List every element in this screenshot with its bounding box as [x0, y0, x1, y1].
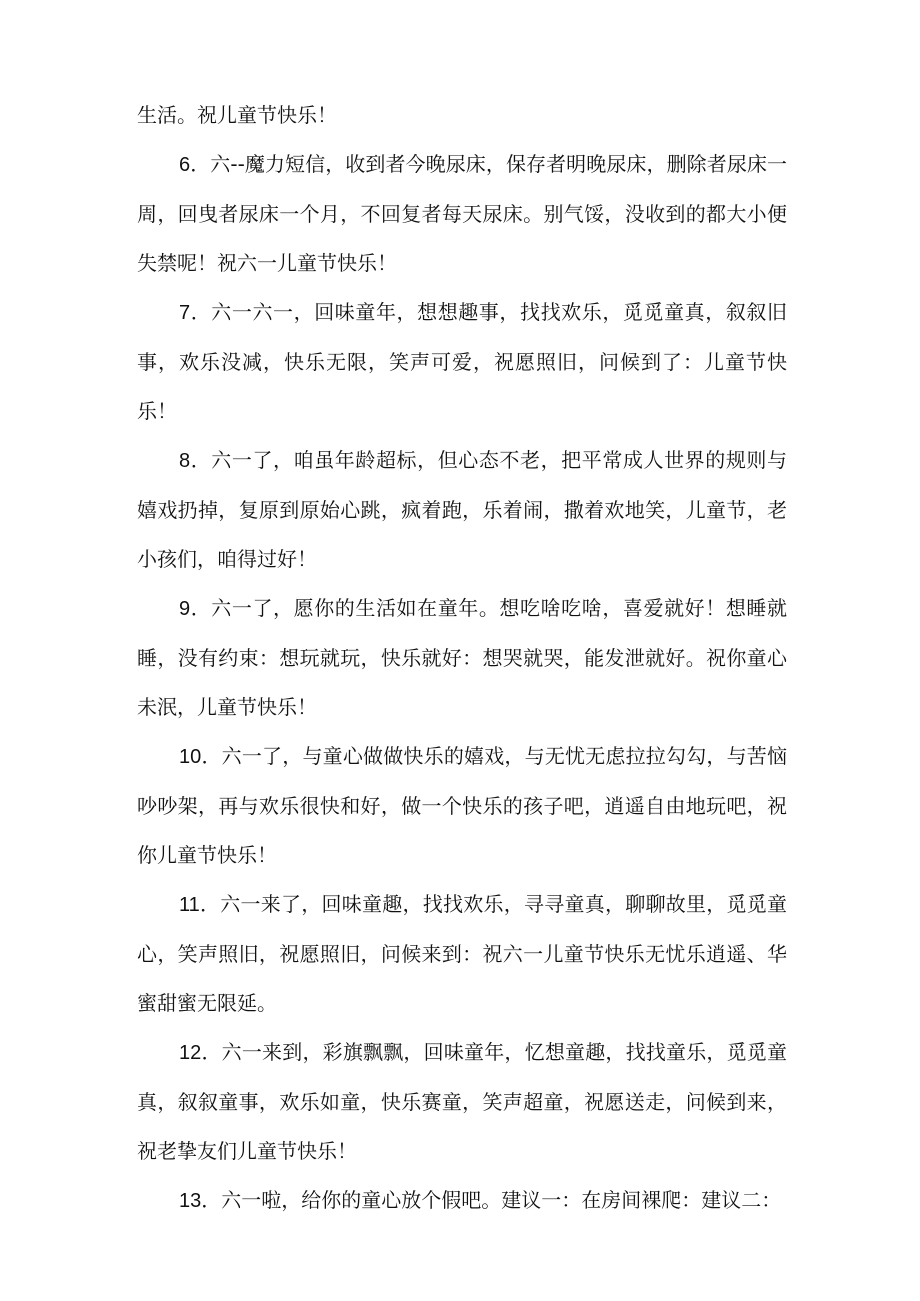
item-number: 10 [179, 746, 202, 768]
item-number: 12 [179, 1042, 202, 1064]
item-number: 6 [179, 154, 191, 176]
list-item [137, 880, 787, 1028]
item-text: ．六一了，咱虽年龄超标，但心态不老，把平常成人世界的规则与嬉戏扔掉，复原到原始心跳，疯着跑，乐着闹，撒着欢地笑，儿童节，老小孩们，咱得过好！ [137, 448, 787, 571]
item-text: ．六--魔力短信，收到者今晚尿床，保存者明晚尿床，删除者尿床一周，回曳者尿床一个月，不回复者每天尿床。别气馁，没收到的都大小便失禁呢！祝六一儿童节快乐！ [137, 152, 787, 275]
document-body [137, 91, 787, 1226]
item-text: ．六一了，愿你的生活如在童年。想吃啥吃啥，喜爱就好！想睡就睡，没有约束：想玩就玩，快乐就好：想哭就哭，能发泄就好。祝你童心未泯，儿童节快乐！ [137, 596, 787, 719]
item-text: ．六一来到，彩旗飘飘，回味童年，忆想童趣，找找童乐，觅觅童真，叙叙童事，欢乐如童，快乐赛童，笑声超童，祝愿送走，问候到来，祝老挚友们儿童节快乐！ [137, 1040, 787, 1163]
list-item [137, 436, 787, 584]
item-number: 8 [179, 450, 191, 472]
item-text: ．六一六一，回味童年，想想趣事，找找欢乐，觅觅童真，叙叙旧事，欢乐没减，快乐无限，笑声可爱，祝愿照旧，问候到了：儿童节快乐！ [137, 300, 787, 423]
item-number: 9 [179, 598, 191, 620]
list-item [137, 140, 787, 288]
item-text: ．六一啦，给你的童心放个假吧。建议一：在房间裸爬：建议二： [201, 1188, 782, 1212]
list-item [137, 1176, 787, 1226]
item-number: 11 [179, 894, 200, 916]
item-number: 7 [179, 302, 191, 324]
item-text: ．六一来了，回味童趣，找找欢乐，寻寻童真，聊聊故里，觅觅童心，笑声照旧，祝愿照旧，问候来到：祝六一儿童节快乐无忧乐逍遥、华蜜甜蜜无限延。 [137, 892, 787, 1015]
item-text: ．六一了，与童心做做快乐的嬉戏，与无忧无虑拉拉勾勾，与苦恼吵吵架，再与欢乐很快和好，做一个快乐的孩子吧，逍遥自由地玩吧，祝你儿童节快乐！ [137, 744, 787, 867]
intro-line: 生活。祝儿童节快乐！ [137, 103, 337, 127]
list-item [137, 732, 787, 880]
list-item [137, 584, 787, 732]
list-item [137, 1028, 787, 1176]
item-number: 13 [179, 1190, 202, 1212]
list-item [137, 288, 787, 436]
